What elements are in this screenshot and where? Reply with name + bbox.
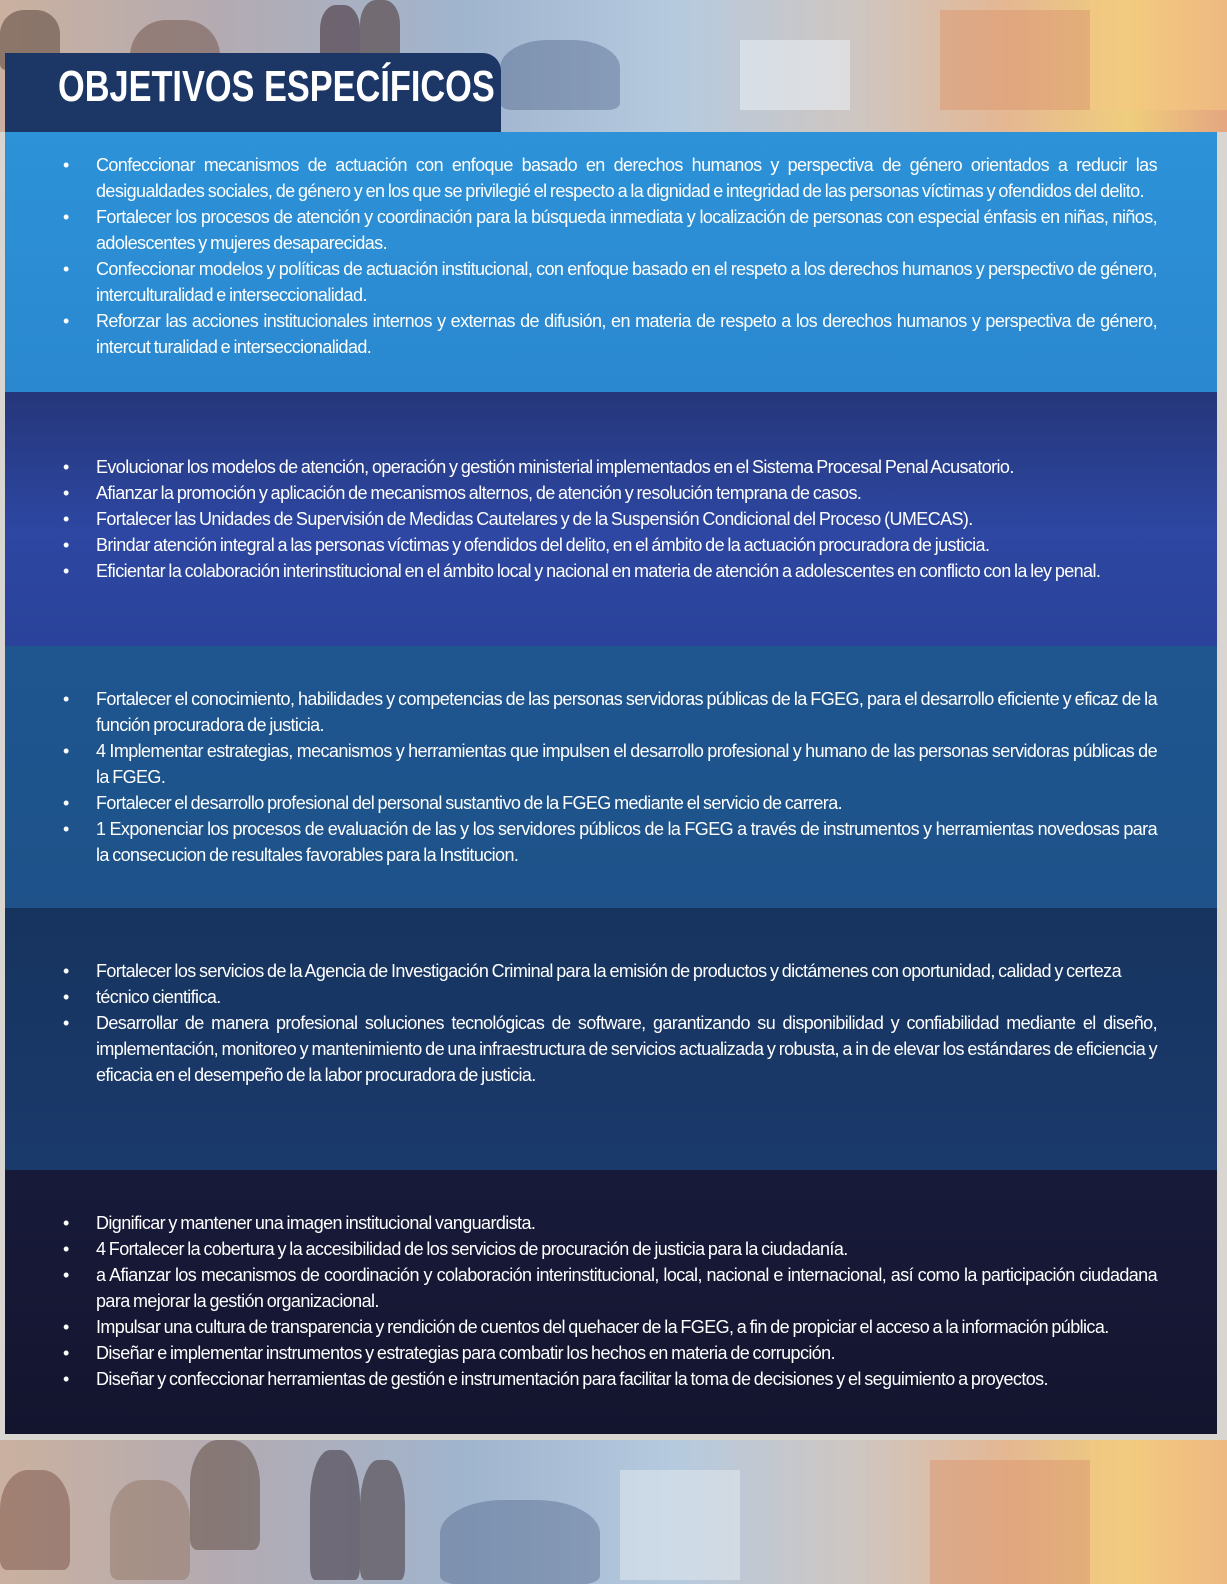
- objective-item: [5, 1314, 1217, 1340]
- objectives-list: [5, 958, 1217, 1088]
- bullet-icon: •: [63, 1369, 69, 1389]
- objective-text: Desarrollar de manera profesional soluciones tecnológicas de software, garantizando su disponibilidad y confiabilidad mediante el diseño, implementación, monitoreo y mantenimiento de una infraestructura de servicios actualizada y robusta, a in de elevar los estándares de eficiencia y eficacia en el desempeño de la labor procuradora de justicia.: [96, 1013, 1157, 1085]
- objective-text: Eficientar la colaboración interinstitucional en el ámbito local y nacional en materia de atención a adolescentes en conflicto con la ley penal.: [96, 561, 1101, 581]
- bullet-icon: •: [63, 1239, 69, 1259]
- objectives-section-4: [5, 908, 1217, 1170]
- objectives-section-5: [5, 1170, 1217, 1434]
- objective-item: [5, 1366, 1217, 1392]
- objectives-list: [5, 686, 1217, 868]
- objective-text: Diseñar e implementar instrumentos y estrategias para combatir los hechos en materia de corrupción.: [96, 1343, 835, 1363]
- objectives-section-1: [5, 132, 1217, 392]
- objective-item: [5, 558, 1217, 584]
- objective-text: Afianzar la promoción y aplicación de mecanismos alternos, de atención y resolución temprana de casos.: [96, 483, 862, 503]
- bullet-icon: •: [63, 311, 69, 331]
- footer-photo-collage: [0, 1440, 1227, 1584]
- objective-text: a Afianzar los mecanismos de coordinación y colaboración interinstitucional, local, nacional e internacional, así como la participación ciudadana para mejorar la gestión organizacional.: [96, 1265, 1157, 1311]
- objective-item: [5, 1010, 1217, 1088]
- bullet-icon: •: [63, 457, 69, 477]
- objective-item: [5, 1340, 1217, 1366]
- bullet-icon: •: [63, 1317, 69, 1337]
- bullet-icon: •: [63, 1343, 69, 1363]
- objective-item: [5, 152, 1217, 204]
- bullet-icon: •: [63, 259, 69, 279]
- objective-text: Brindar atención integral a las personas víctimas y ofendidos del delito, en el ámbito de la actuación procuradora de justicia.: [96, 535, 990, 555]
- bullet-icon: •: [63, 155, 69, 175]
- bullet-icon: •: [63, 961, 69, 981]
- bullet-icon: •: [63, 1213, 69, 1233]
- objective-item: [5, 1236, 1217, 1262]
- objective-text: Evolucionar los modelos de atención, operación y gestión ministerial implementados en el Sistema Procesal Penal Acusatorio.: [96, 457, 1014, 477]
- objective-item: [5, 204, 1217, 256]
- objective-text: Fortalecer los servicios de la Agencia de Investigación Criminal para la emisión de productos y dictámenes con oportunidad, calidad y certeza: [96, 961, 1121, 981]
- objective-item: [5, 958, 1217, 984]
- objective-text: Confeccionar modelos y políticas de actuación institucional, con enfoque basado en el respeto a los derechos humanos y perspectivo de género, interculturalidad e interseccionalidad.: [96, 259, 1157, 305]
- objective-text: Fortalecer las Unidades de Supervisión de Medidas Cautelares y de la Suspensión Condicional del Proceso (UMECAS).: [96, 509, 973, 529]
- objective-text: Fortalecer el desarrollo profesional del personal sustantivo de la FGEG mediante el servicio de carrera.: [96, 793, 843, 813]
- bullet-icon: •: [63, 741, 69, 761]
- objective-item: [5, 738, 1217, 790]
- objective-text: Confeccionar mecanismos de actuación con enfoque basado en derechos humanos y perspectiva de género orientados a reducir las desigualdades sociales, de género y en los que se privilegié el respecto a la dignidad e integridad de las personas víctimas y ofendidos del delito.: [96, 155, 1157, 201]
- objectives-section-3: [5, 646, 1217, 908]
- bullet-icon: •: [63, 793, 69, 813]
- bullet-icon: •: [63, 207, 69, 227]
- objective-text: técnico cientifica.: [96, 987, 221, 1007]
- objective-text: 1 Exponenciar los procesos de evaluación de las y los servidores públicos de la FGEG a través de instrumentos y herramientas novedosas para la consecucion de resultales favorables para la Institucion.: [96, 819, 1157, 865]
- bullet-icon: •: [63, 483, 69, 503]
- objective-text: Dignificar y mantener una imagen institucional vanguardista.: [96, 1213, 536, 1233]
- objective-item: [5, 532, 1217, 558]
- objective-text: Impulsar una cultura de transparencia y rendición de cuentos del quehacer de la FGEG, a fin de propiciar el acceso a la información pública.: [96, 1317, 1109, 1337]
- objective-text: Reforzar las acciones institucionales internos y externas de difusión, en materia de respeto a los derechos humanos y perspectiva de género, intercut turalidad e interseccionalidad.: [96, 311, 1157, 357]
- objective-item: [5, 256, 1217, 308]
- objective-text: Fortalecer el conocimiento, habilidades y competencias de las personas servidoras públicas de la FGEG, para el desarrollo eficiente y eficaz de la función procuradora de justicia.: [96, 689, 1157, 735]
- objective-item: [5, 816, 1217, 868]
- objectives-section-2: [5, 392, 1217, 646]
- bullet-icon: •: [63, 535, 69, 555]
- objective-item: [5, 790, 1217, 816]
- objective-item: [5, 686, 1217, 738]
- bullet-icon: •: [63, 509, 69, 529]
- bullet-icon: •: [63, 561, 69, 581]
- objective-text: 4 Fortalecer la cobertura y la accesibilidad de los servicios de procuración de justicia para la ciudadanía.: [96, 1239, 848, 1259]
- objectives-list: [5, 1210, 1217, 1392]
- objective-item: [5, 308, 1217, 360]
- objective-item: [5, 1210, 1217, 1236]
- objective-text: 4 Implementar estrategias, mecanismos y herramientas que impulsen el desarrollo profesional y humano de las personas servidoras públicas de la FGEG.: [96, 741, 1157, 787]
- objective-item: [5, 1262, 1217, 1314]
- objective-text: Fortalecer los procesos de atención y coordinación para la búsqueda inmediata y localización de personas con especial énfasis en niñas, niños, adolescentes y mujeres desaparecidas.: [96, 207, 1157, 253]
- bullet-icon: •: [63, 819, 69, 839]
- bullet-icon: •: [63, 987, 69, 1007]
- bullet-icon: •: [63, 1013, 69, 1033]
- objective-item: [5, 480, 1217, 506]
- bullet-icon: •: [63, 1265, 69, 1285]
- objectives-list: [5, 152, 1217, 360]
- objective-item: [5, 984, 1217, 1010]
- objectives-list: [5, 454, 1217, 584]
- bullet-icon: •: [63, 689, 69, 709]
- page-title: OBJETIVOS ESPECÍFICOS: [58, 62, 495, 111]
- objective-item: [5, 506, 1217, 532]
- objective-text: Diseñar y confeccionar herramientas de gestión e instrumentación para facilitar la toma de decisiones y el seguimiento a proyectos.: [96, 1369, 1048, 1389]
- objective-item: [5, 454, 1217, 480]
